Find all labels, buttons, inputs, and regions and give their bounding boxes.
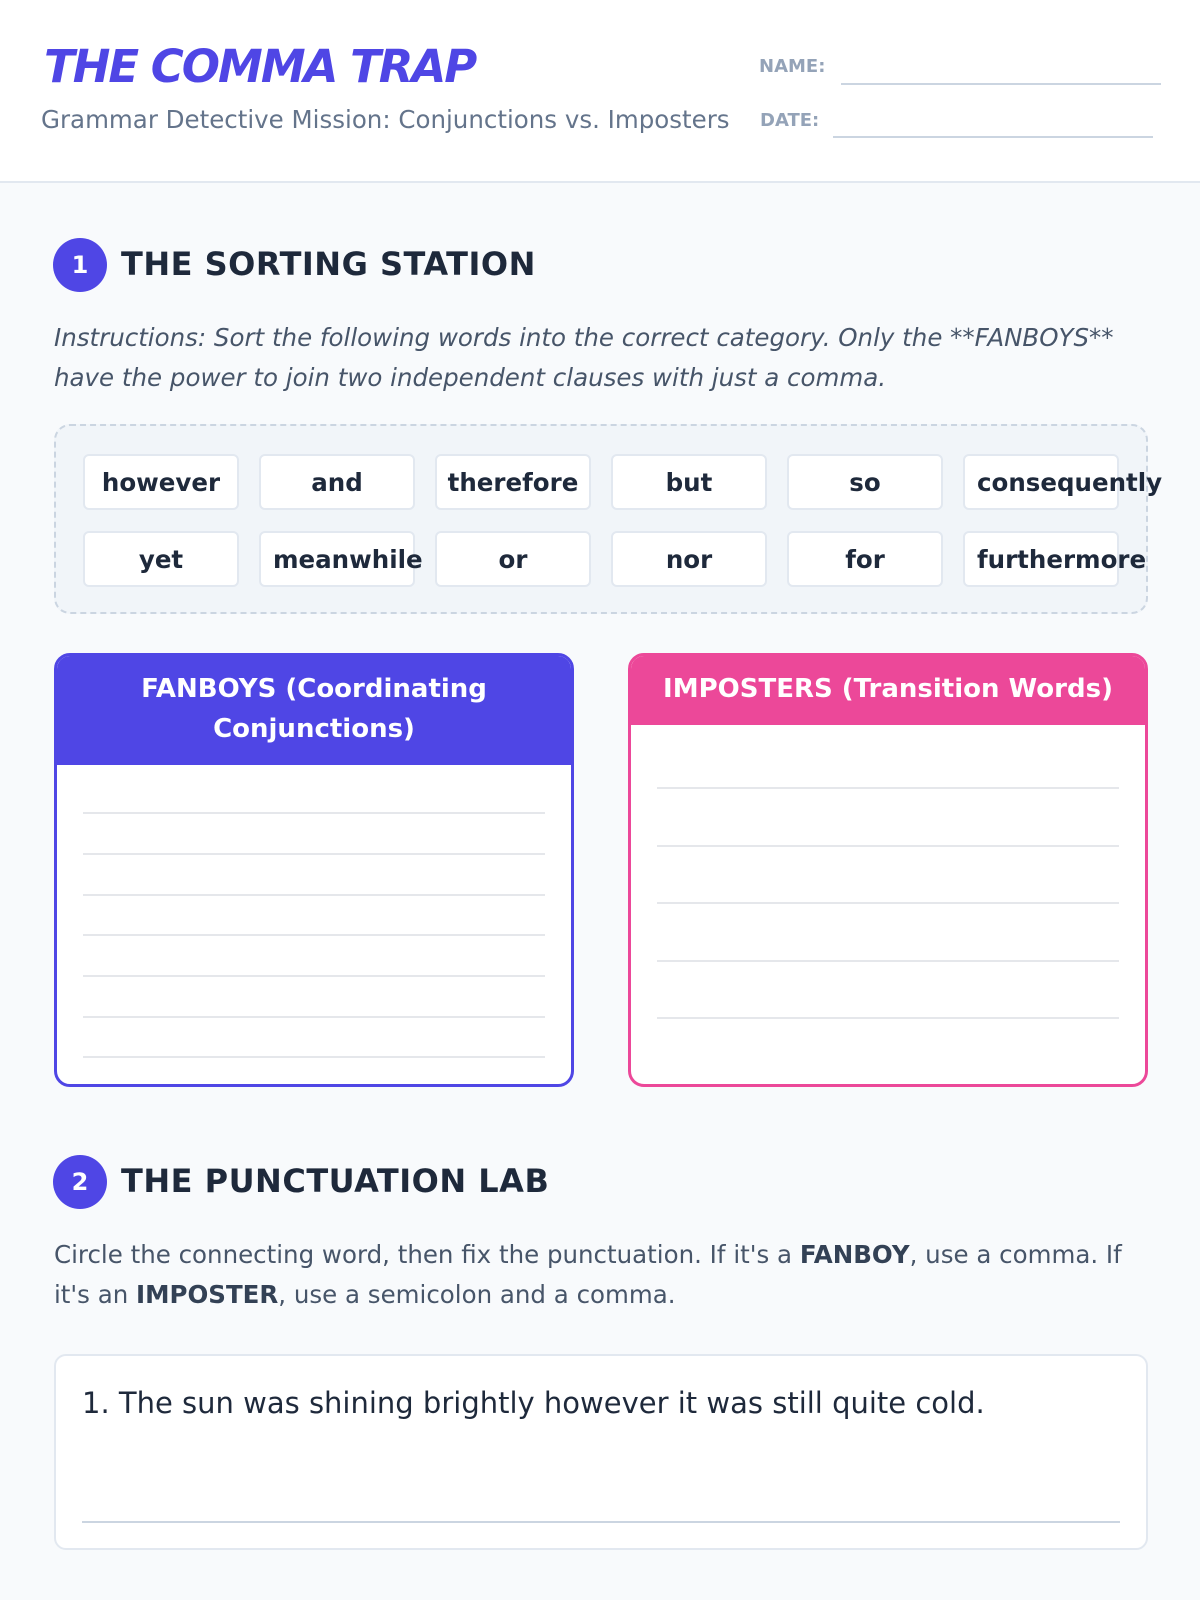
word-chip[interactable]: for — [787, 531, 943, 587]
word-chip[interactable]: therefore — [435, 454, 591, 510]
section-1-title: THE SORTING STATION — [121, 245, 536, 283]
word-chip[interactable]: and — [259, 454, 415, 510]
date-field[interactable] — [833, 136, 1153, 138]
writing-line[interactable] — [83, 934, 545, 936]
section-1-instructions: Instructions: Sort the following words into the correct category. Only the **FANBOYS** have the power to join two independent clauses with just a comma. — [54, 323, 1114, 392]
section-1-badge: 1 — [53, 238, 107, 292]
writing-line[interactable] — [83, 975, 545, 977]
worksheet-subtitle: Grammar Detective Mission: Conjunctions vs. Imposters — [41, 105, 730, 134]
section-2-instructions — [54, 1235, 1154, 1315]
answer-line[interactable] — [82, 1521, 1120, 1523]
instructions-part: Circle the connecting word, then fix the punctuation. If it's a — [54, 1240, 800, 1269]
word-chip[interactable]: yet — [83, 531, 239, 587]
imposter-keyword: IMPOSTER — [136, 1280, 279, 1309]
writing-line[interactable] — [83, 853, 545, 855]
fanboys-header: FANBOYS (Coordinating Conjunctions) — [57, 656, 571, 765]
word-chip[interactable]: furthermore — [963, 531, 1119, 587]
writing-line[interactable] — [657, 1017, 1119, 1019]
name-label: NAME: — [759, 56, 826, 77]
word-chip[interactable]: however — [83, 454, 239, 510]
worksheet-header — [0, 0, 1200, 183]
word-chip[interactable]: but — [611, 454, 767, 510]
instructions-part: , use a semicolon and a comma. — [278, 1280, 676, 1309]
word-chip[interactable]: so — [787, 454, 943, 510]
name-field[interactable] — [841, 83, 1161, 85]
word-chip[interactable]: nor — [611, 531, 767, 587]
writing-line[interactable] — [83, 894, 545, 896]
word-bank — [54, 424, 1163, 614]
date-label: DATE: — [760, 110, 820, 131]
fanboy-keyword: FANBOY — [799, 1240, 910, 1269]
writing-line[interactable] — [83, 1056, 545, 1058]
writing-line[interactable] — [657, 845, 1119, 847]
writing-line[interactable] — [83, 812, 545, 814]
word-chip[interactable]: consequently — [963, 454, 1119, 510]
section-2-badge: 2 — [53, 1155, 107, 1209]
exercise-card — [54, 1354, 1148, 1550]
section-2-title: THE PUNCTUATION LAB — [121, 1162, 550, 1200]
writing-line[interactable] — [83, 1016, 545, 1018]
imposters-header: IMPOSTERS (Transition Words) — [631, 656, 1145, 725]
imposters-box[interactable] — [628, 653, 1148, 1087]
worksheet-title: THE COMMA TRAP — [44, 40, 476, 93]
exercise-sentence: 1. The sun was shining brightly however it was still quite cold. — [82, 1386, 985, 1420]
writing-line[interactable] — [657, 960, 1119, 962]
word-chip[interactable]: or — [435, 531, 591, 587]
writing-line[interactable] — [657, 902, 1119, 904]
fanboys-box[interactable] — [54, 653, 574, 1087]
instructions-part: , use a comma. If it's an — [54, 1240, 1122, 1309]
word-chip[interactable]: meanwhile — [259, 531, 415, 587]
writing-line[interactable] — [657, 787, 1119, 789]
